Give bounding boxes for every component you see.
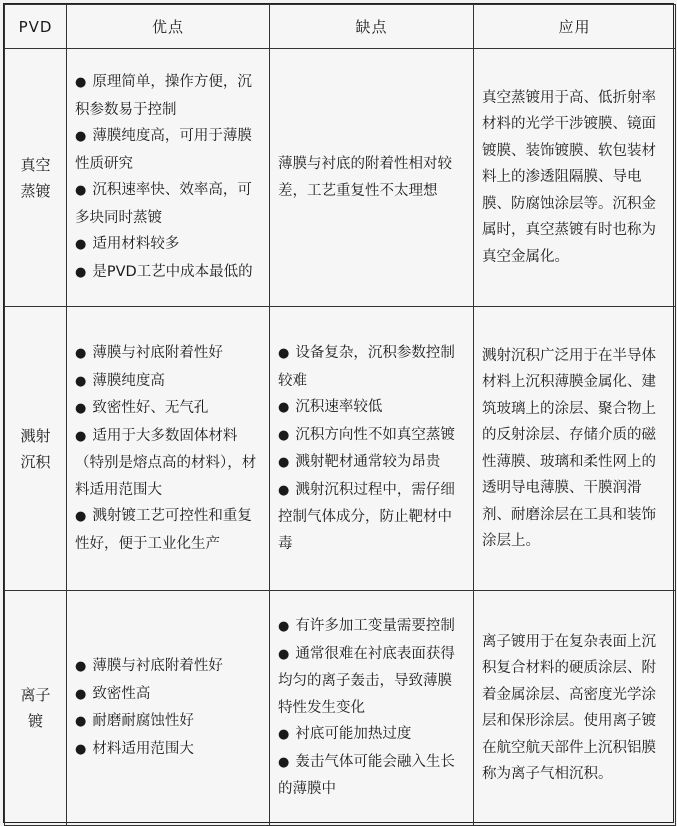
row-label: 真空 蒸镀 (5, 49, 67, 307)
bullet-icon: ● (75, 714, 87, 729)
list-item-text: 适用于大多数固体材料（特别是熔点高的材料），材料适用范围大 (75, 427, 257, 498)
pvd-comparison-table (3, 3, 674, 823)
pros-cell (67, 591, 270, 826)
list-item-text: 溅射沉积过程中，需仔细控制气体成分，防止靶材中毒 (278, 481, 455, 552)
list-item-text: 沉积方向性不如真空蒸镀 (295, 426, 455, 443)
application-cell (474, 307, 676, 591)
bullet-icon: ● (75, 373, 87, 389)
row-label: 溅射 沉积 (5, 307, 67, 591)
list-item-text: 致密性好、无气孔 (92, 400, 209, 416)
bullet-icon: ● (75, 509, 87, 524)
list-item-text: 沉积速率快、效率高，可多块同时蒸镀 (75, 182, 252, 226)
list-item-text: 适用材料较多 (92, 236, 180, 252)
table (4, 4, 676, 826)
bullet-icon: ● (75, 75, 87, 90)
header-row (5, 5, 676, 49)
list-item-text: 溅射镀工艺可控性和重复性好，便于工业化生产 (75, 508, 252, 552)
bullet-icon: ● (75, 428, 87, 444)
application-text: 溅射沉积广泛用于在半导体材料上沉积薄膜金属化、建筑玻璃上的涂层、聚合物上的反射涂层、存储介质的磁性薄膜、玻璃和柔性网上的透明导电薄膜、干膜润滑剂、耐磨涂层在工具和装饰涂层上。 (482, 347, 656, 549)
list-item (278, 477, 465, 558)
list-item (278, 749, 465, 803)
bullet-icon: ● (75, 401, 87, 416)
list-item-text: 沉积速率较低 (295, 399, 383, 415)
list-item-text: 薄膜与衬底附着性好 (92, 658, 223, 674)
list-item-text: 设备复杂，沉积参数控制较难 (278, 345, 455, 389)
bullet-icon: ● (75, 183, 87, 198)
list-item (75, 708, 261, 736)
cons-text: 薄膜与衬底的附着性相对较差，工艺重复性不太理想 (278, 156, 452, 199)
list-item-text: 薄膜与衬底附着性好 (92, 345, 223, 361)
list-item (278, 449, 465, 477)
bullet-icon: ● (75, 686, 87, 702)
list-item-text: 材料适用范围大 (92, 740, 194, 757)
bullet-icon: ● (278, 727, 290, 743)
table-row (5, 591, 676, 826)
list-item (75, 653, 261, 681)
application-cell (474, 591, 676, 826)
application-cell (474, 49, 676, 307)
list-item (278, 721, 465, 749)
application-text: 离子镀用于在复杂表面上沉积复合材料的硬质涂层、附着金属涂层、高密度光学涂层和保形涂层。使用离子镀在航空航天部件上沉积铝膜称为离子气相沉积。 (482, 633, 656, 782)
list-item (75, 395, 261, 423)
table-row (5, 307, 676, 591)
cons-list (278, 340, 465, 557)
bullet-icon: ● (278, 427, 290, 443)
list-item (75, 177, 261, 231)
list-item-text: 致密性高 (92, 685, 151, 702)
list-item (278, 394, 465, 422)
list-item-text: 通常很难在衬底表面获得均匀的离子轰击，导致薄膜特性发生变化 (278, 645, 455, 716)
bullet-icon: ● (278, 646, 290, 662)
pros-list (75, 340, 261, 557)
list-item (278, 613, 465, 641)
cons-list (278, 613, 465, 803)
list-item (75, 123, 261, 177)
list-item (278, 641, 465, 722)
list-item-text: 溅射靶材通常较为昂贵 (295, 454, 441, 470)
row-label: 离子 镀 (5, 591, 67, 826)
pros-cell (67, 307, 270, 591)
cons-cell (270, 307, 474, 591)
list-item (75, 259, 261, 287)
cons-cell (270, 591, 474, 826)
table-row (5, 49, 676, 307)
cons-cell (270, 49, 474, 307)
bullet-icon: ● (75, 741, 87, 757)
list-item-text: 轰击气体可能会融入生长的薄膜中 (278, 753, 455, 798)
bullet-icon: ● (278, 400, 290, 415)
header-application: 应用 (474, 5, 676, 49)
list-item (278, 340, 465, 394)
list-item (75, 423, 261, 504)
list-item-text: 是PVD工艺中成本最低的 (92, 263, 253, 280)
list-item-text: 有许多加工变量需要控制 (295, 618, 455, 635)
bullet-icon: ● (278, 455, 290, 470)
list-item-text: 原理简单，操作方便，沉积参数易于控制 (75, 74, 252, 118)
list-item (75, 69, 261, 123)
list-item-text: 薄膜纯度高，可用于薄膜性质研究 (75, 128, 252, 172)
list-item (278, 422, 465, 450)
application-text: 真空蒸镀用于高、低折射率材料的光学干涉镀膜、镜面镀膜、装饰镀膜、软包装材料上的渗透阻隔膜、导电膜、防腐蚀涂层等。沉积金属时，真空蒸镀有时也称为真空金属化。 (482, 89, 656, 265)
pros-cell (67, 49, 270, 307)
bullet-icon: ● (278, 346, 290, 361)
list-item (75, 340, 261, 368)
list-item (75, 503, 261, 557)
bullet-icon: ● (278, 619, 290, 635)
bullet-icon: ● (75, 264, 87, 280)
header-cons: 缺点 (270, 5, 474, 49)
header-pvd: PVD (5, 5, 67, 49)
pros-list (75, 653, 261, 763)
bullet-icon: ● (75, 659, 87, 674)
bullet-icon: ● (75, 346, 87, 361)
bullet-icon: ● (278, 482, 290, 498)
pros-list (75, 69, 261, 286)
list-item (75, 736, 261, 764)
list-item (75, 681, 261, 709)
bullet-icon: ● (75, 129, 87, 144)
list-item (75, 231, 261, 259)
list-item (75, 368, 261, 396)
list-item-text: 衬底可能加热过度 (295, 726, 412, 743)
header-pros: 优点 (67, 5, 270, 49)
bullet-icon: ● (75, 237, 87, 252)
list-item-text: 薄膜纯度高 (92, 372, 165, 389)
bullet-icon: ● (278, 754, 290, 770)
list-item-text: 耐磨耐腐蚀性好 (92, 713, 194, 729)
